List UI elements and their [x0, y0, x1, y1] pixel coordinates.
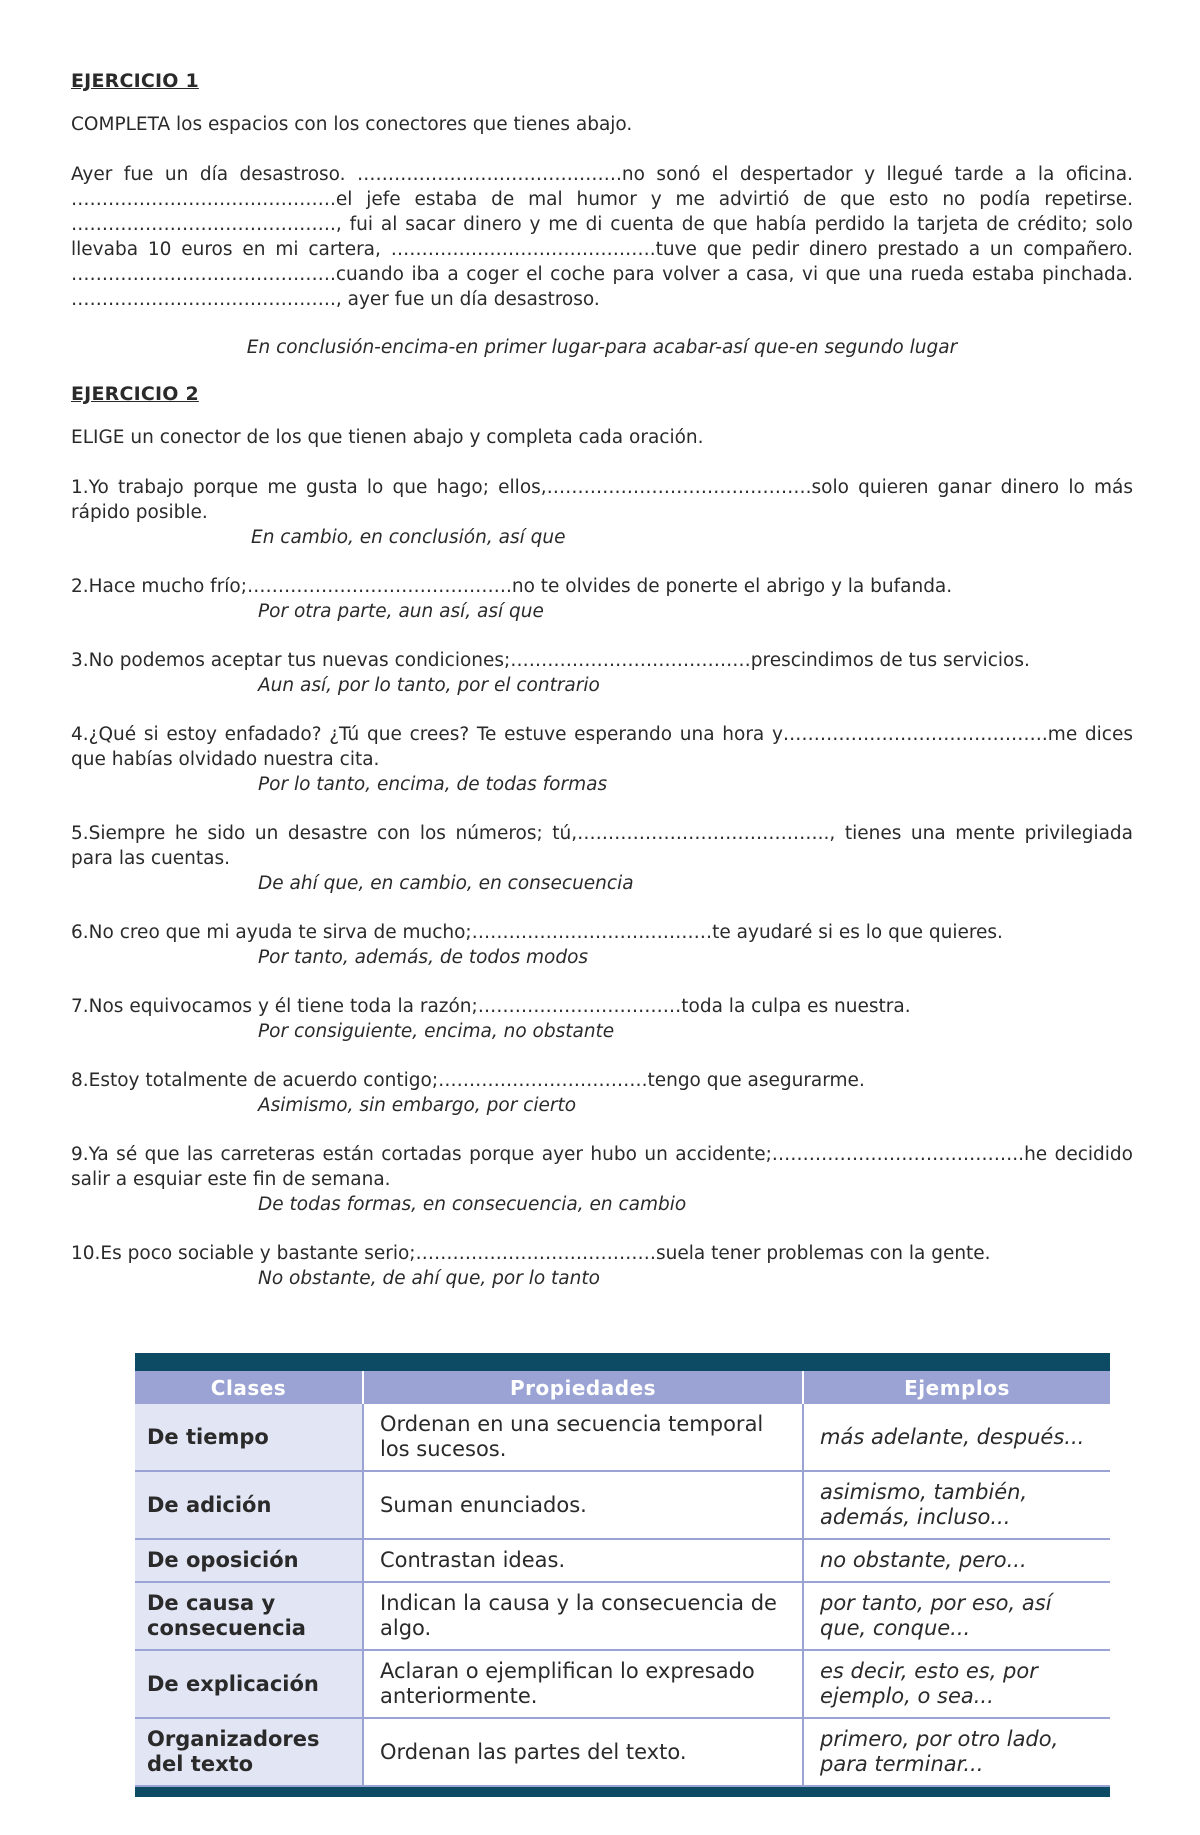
exercise-2-heading: EJERCICIO 2 [71, 383, 199, 405]
connectors-table-grid [135, 1371, 1110, 1787]
item-options: En cambio, en conclusión, así que [251, 527, 566, 548]
table-row [135, 1718, 1110, 1786]
cell-ejemplo: es decir, esto es, por ejemplo, o sea... [803, 1650, 1110, 1718]
item-question: 7.Nos equivocamos y él tiene toda la razón;……………………………toda la culpa es nuestra. [71, 996, 911, 1017]
item-question: 8.Estoy totalmente de acuerdo contigo;…………………………….tengo que asegurarme. [71, 1070, 865, 1091]
item-question: 1.Yo trabajo porque me gusta lo que hago; ellos,…………………………………….solo quieren ganar dinero lo más rápido posible. [71, 477, 1133, 523]
column-header-ejemplos: Ejemplos [803, 1371, 1110, 1404]
exercise-2-item [71, 821, 1133, 896]
exercise-2-item [71, 574, 1133, 624]
cell-clase: De explicación [135, 1650, 363, 1718]
exercise-2-item [71, 920, 1133, 970]
item-options: Aun así, por lo tanto, por el contrario [258, 675, 600, 696]
item-options: Por otra parte, aun así, así que [258, 601, 544, 622]
exercise-2-item [71, 475, 1133, 550]
exercise-1-instruction: COMPLETA los espacios con los conectores que tienes abajo. [71, 114, 633, 135]
table-header-row [135, 1371, 1110, 1404]
table-top-bar [135, 1353, 1110, 1371]
table-row [135, 1471, 1110, 1539]
exercise-2-item [71, 1068, 1133, 1118]
table-row [135, 1582, 1110, 1650]
item-question: 6.No creo que mi ayuda te sirva de mucho;…………………………………te ayudaré si es lo que quieres. [71, 922, 1003, 943]
table-row [135, 1404, 1110, 1471]
table-row [135, 1650, 1110, 1718]
cell-ejemplo: asimismo, también, además, incluso... [803, 1471, 1110, 1539]
item-options: Por consiguiente, encima, no obstante [258, 1021, 615, 1042]
cell-propiedad: Contrastan ideas. [363, 1539, 803, 1582]
item-options: Por tanto, además, de todos modos [258, 947, 589, 968]
item-question: 4.¿Qué si estoy enfadado? ¿Tú que crees? Te estuve esperando una hora y…………………………………….me dices que habías olvidado nuestra cita. [71, 724, 1133, 770]
item-options: Por lo tanto, encima, de todas formas [258, 774, 608, 795]
item-options: De todas formas, en consecuencia, en cambio [258, 1194, 687, 1215]
exercise-2-item [71, 722, 1133, 797]
document-page [71, 70, 1133, 1315]
cell-propiedad: Ordenan en una secuencia temporal los sucesos. [363, 1404, 803, 1471]
exercise-1-connectors: En conclusión-encima-en primer lugar-para acabar-así que-en segundo lugar [246, 337, 958, 358]
exercise-1-heading: EJERCICIO 1 [71, 70, 199, 92]
cell-propiedad: Suman enunciados. [363, 1471, 803, 1539]
column-header-clases: Clases [135, 1371, 363, 1404]
table-bottom-bar [135, 1787, 1110, 1797]
cell-propiedad: Ordenan las partes del texto. [363, 1718, 803, 1786]
exercise-2-instruction: ELIGE un conector de los que tienen abajo y completa cada oración. [71, 427, 704, 448]
item-question: 2.Hace mucho frío;…………………………………….no te olvides de ponerte el abrigo y la bufanda. [71, 576, 953, 597]
item-question: 5.Siempre he sido un desastre con los números; tú,………………………………….., tienes una mente privilegiada para las cuentas. [71, 823, 1133, 869]
item-question: 10.Es poco sociable y bastante serio;…………………………………suela tener problemas con la gente. [71, 1243, 991, 1264]
cell-propiedad: Aclaran o ejemplifican lo expresado anteriormente. [363, 1650, 803, 1718]
cell-ejemplo: por tanto, por eso, así que, conque... [803, 1582, 1110, 1650]
table-row [135, 1539, 1110, 1582]
item-question: 9.Ya sé que las carreteras están cortadas porque ayer hubo un accidente;…………………………………..he decidido salir a esquiar este fin de semana. [71, 1144, 1133, 1190]
exercise-2-item [71, 648, 1133, 698]
cell-clase: Organizadores del texto [135, 1718, 363, 1786]
exercise-2-item [71, 994, 1133, 1044]
column-header-propiedades: Propiedades [363, 1371, 803, 1404]
exercise-2-item [71, 1142, 1133, 1217]
item-options: No obstante, de ahí que, por lo tanto [258, 1268, 600, 1289]
cell-ejemplo: primero, por otro lado, para terminar... [803, 1718, 1110, 1786]
cell-clase: De causa y consecuencia [135, 1582, 363, 1650]
exercise-1-paragraph: Ayer fue un día desastroso. …………………………………….no sonó el despertador y llegué tarde a la oficina. …………………………………….el jefe estaba de mal humor y me advirtió de que esto no podía repetirse. ……………………………………., fui al sacar dinero y me di cuenta de que había perdido la tarjeta de crédito; solo llevaba 10 euros en mi cartera, …………………………………….tuve que pedir dinero prestado a un compañero. …………………………………….cuando iba a coger el coche para volver a casa, vi que una rueda estaba pinchada. ……………………………………., ayer fue un día desastroso. [71, 164, 1133, 310]
cell-ejemplo: no obstante, pero... [803, 1539, 1110, 1582]
cell-propiedad: Indican la causa y la consecuencia de algo. [363, 1582, 803, 1650]
cell-clase: De oposición [135, 1539, 363, 1582]
item-options: De ahí que, en cambio, en consecuencia [258, 873, 634, 894]
connectors-table [135, 1353, 1110, 1797]
cell-clase: De adición [135, 1471, 363, 1539]
item-question: 3.No podemos aceptar tus nuevas condiciones;…………………………………prescindimos de tus servicios. [71, 650, 1030, 671]
cell-clase: De tiempo [135, 1404, 363, 1471]
item-options: Asimismo, sin embargo, por cierto [258, 1095, 577, 1116]
exercise-2-item [71, 1241, 1133, 1291]
cell-ejemplo: más adelante, después... [803, 1404, 1110, 1471]
